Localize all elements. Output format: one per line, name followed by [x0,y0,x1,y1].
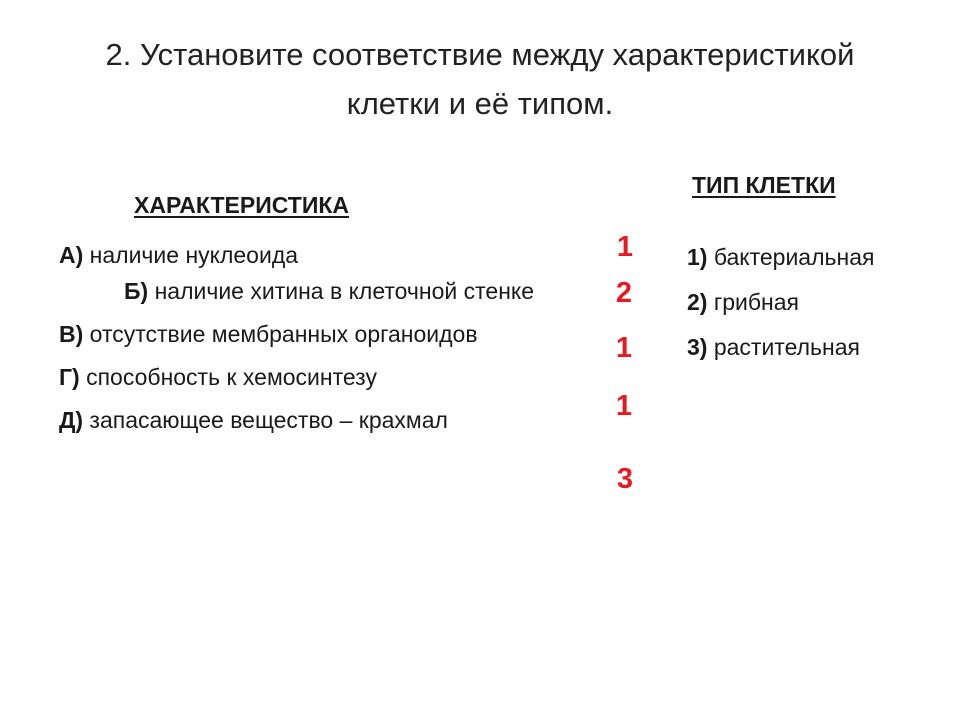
item-number: 1) [687,244,708,270]
item-number: 3) [687,334,708,360]
slide-title [40,30,920,128]
characteristic-item-g [59,359,559,395]
item-text: растительная [707,334,860,360]
item-text: способность к хемосинтезу [79,364,377,390]
item-text: наличие хитина в клеточной стенке [148,278,535,304]
characteristic-item-d [59,402,559,438]
characteristic-item-a [59,237,559,273]
item-letter: А) [59,242,84,268]
characteristic-item-v [59,316,559,352]
answer-d: 3 [616,463,634,495]
characteristic-header: ХАРАКТЕРИСТИКА [134,192,350,218]
item-letter: В) [59,321,84,347]
answer-a: 1 [616,231,634,263]
cell-type-header: ТИП КЛЕТКИ [692,172,836,198]
item-text: бактериальная [707,244,875,270]
answer-b: 2 [615,277,633,309]
item-number: 2) [687,289,708,315]
item-letter: Б) [124,278,149,304]
cell-type-list [687,239,874,374]
characteristic-item-b [59,273,559,309]
title-line-1: 2. Установите соответствие между характеристикой [105,37,855,72]
answer-g: 1 [615,390,633,422]
cell-type-item-3 [687,329,874,365]
cell-type-item-1 [687,239,874,275]
item-text: наличие нуклеоида [83,242,299,268]
cell-type-item-2 [687,284,874,320]
item-letter: Д) [59,407,84,433]
item-text: отсутствие мембранных органоидов [83,321,478,347]
characteristic-list [59,237,559,445]
item-letter: Г) [59,364,80,390]
title-line-2: клетки и её типом. [346,86,614,121]
answer-v: 1 [615,332,633,364]
item-text: грибная [707,289,799,315]
item-text: запасающее вещество – крахмал [83,407,448,433]
